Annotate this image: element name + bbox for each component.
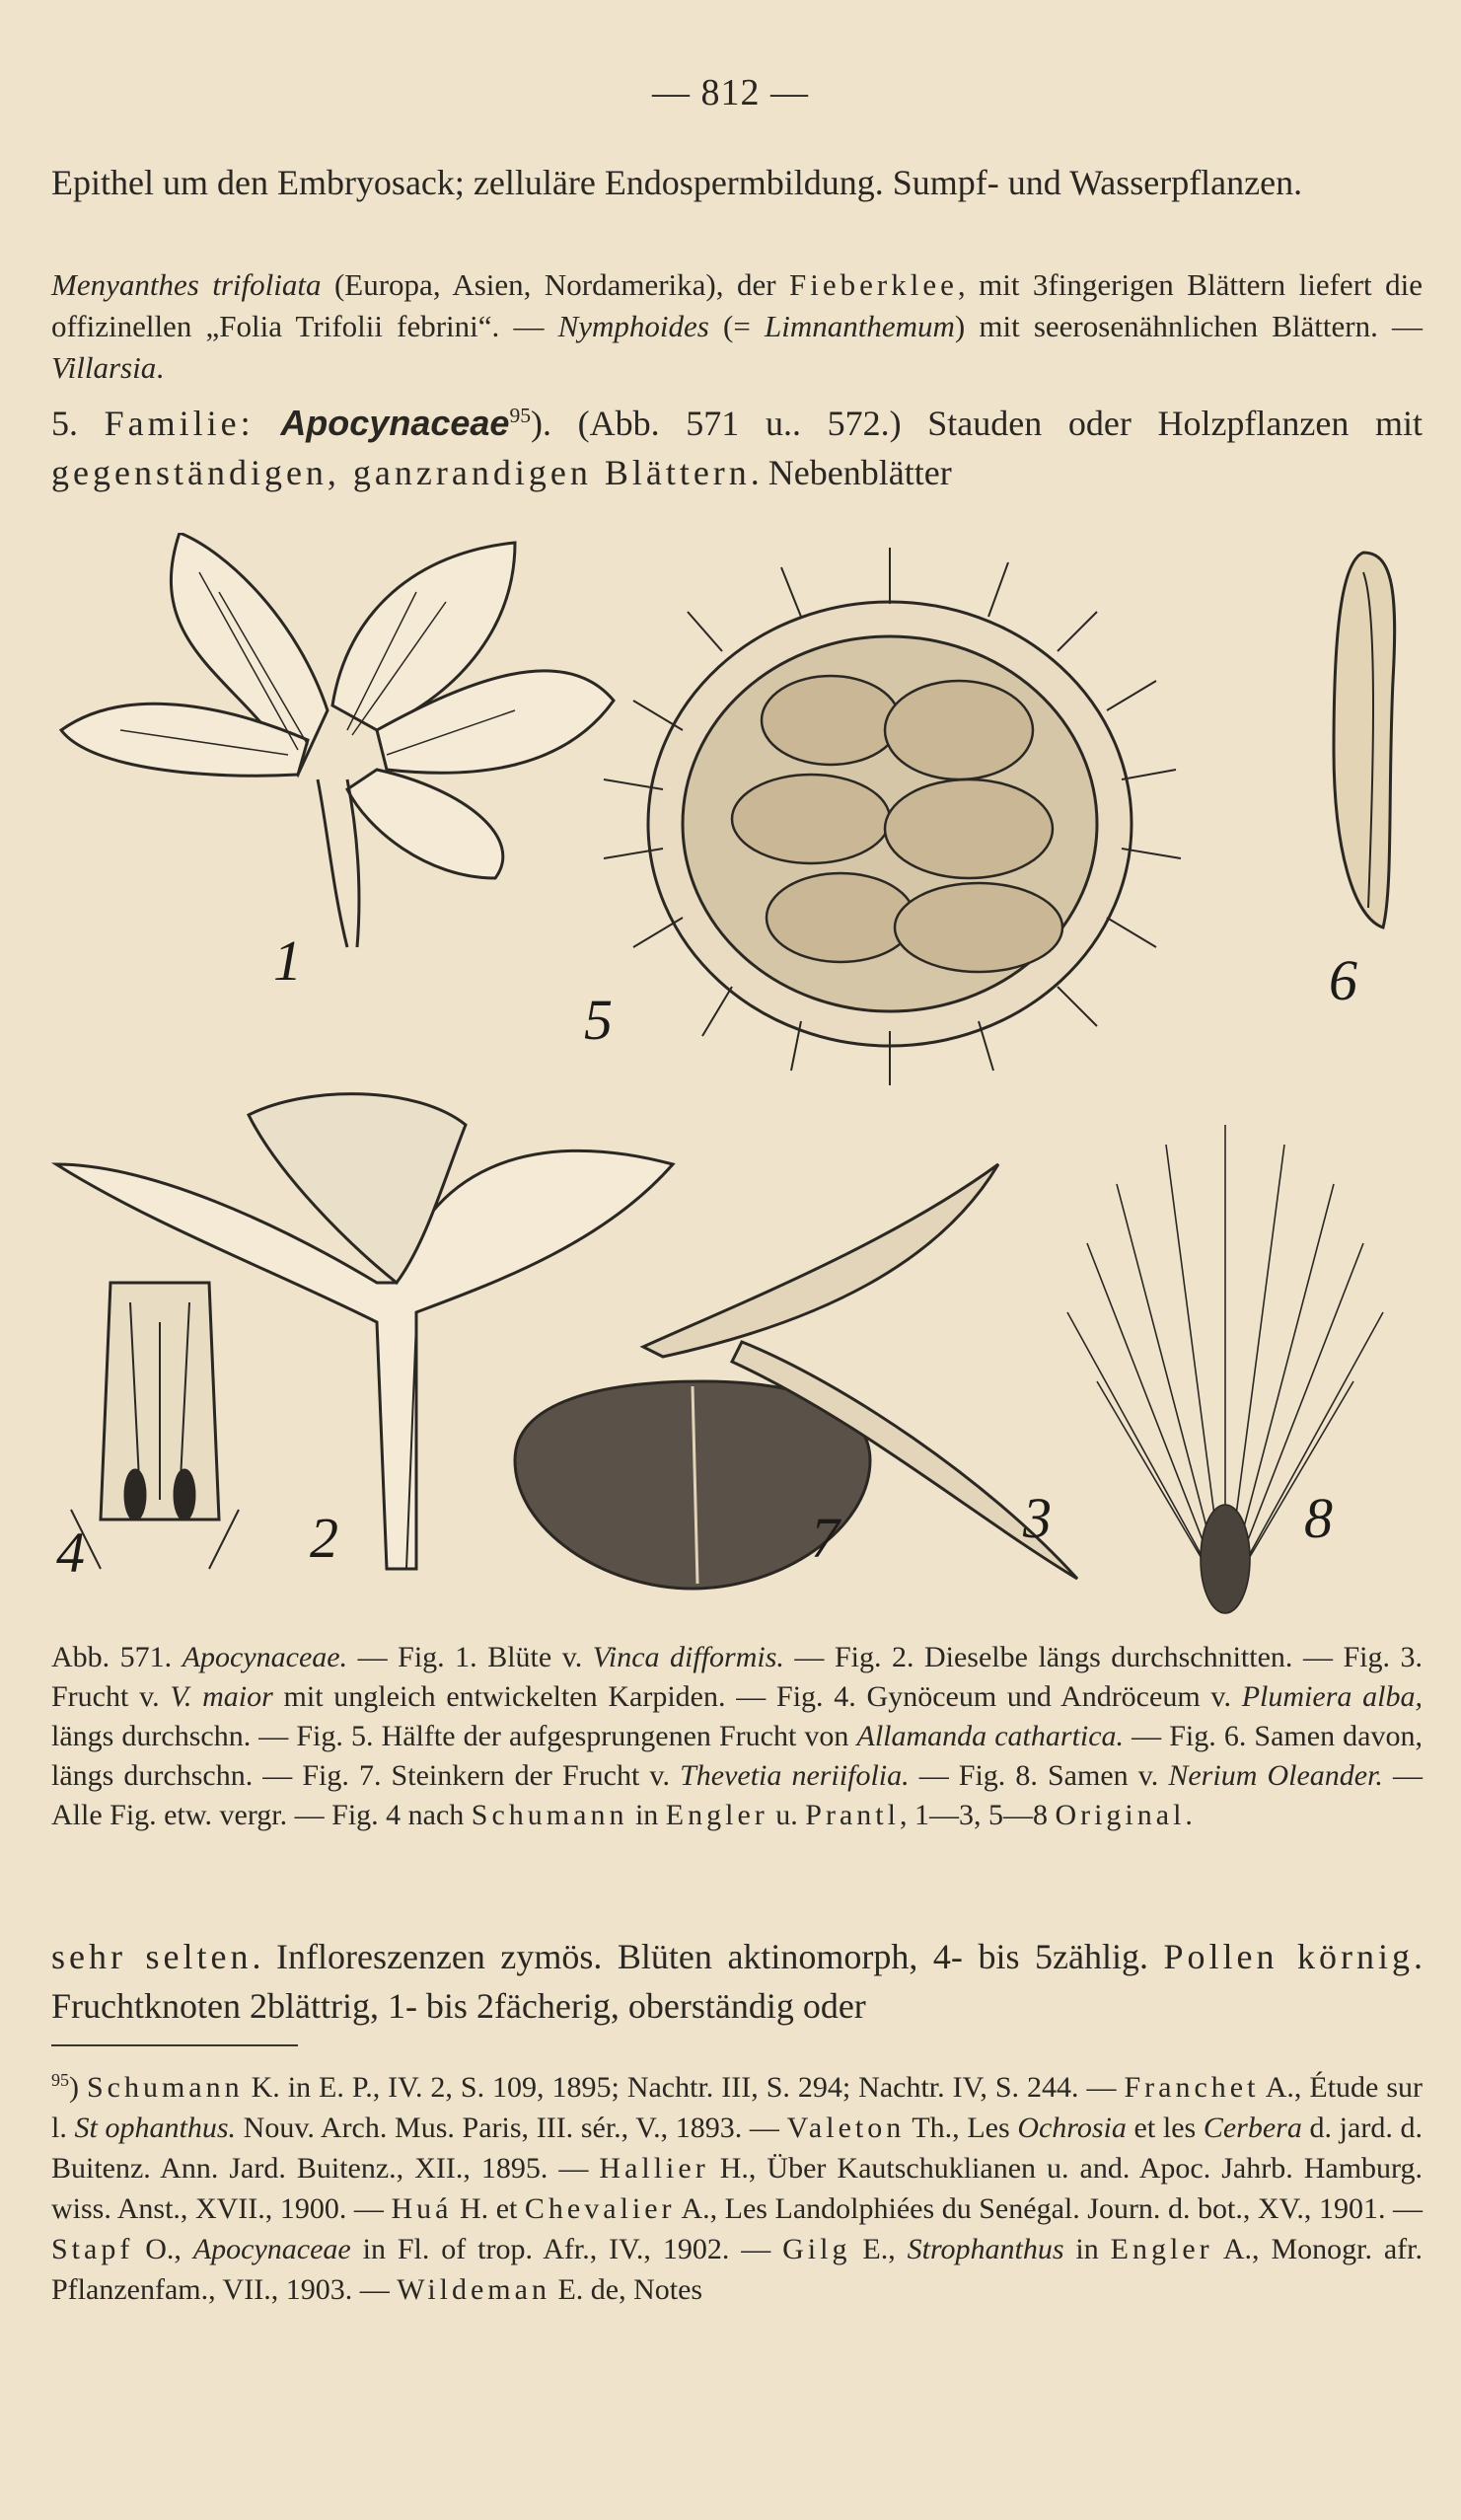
- text-span: . Fruchtknoten 2blättrig, 1- bis 2fächerig, oberständig oder: [51, 1937, 1424, 2026]
- text-span: . Nebenblätter: [750, 453, 952, 492]
- fig6-seed-section: [1334, 553, 1395, 927]
- italic-span: St ophanthus.: [74, 2112, 237, 2144]
- text-span: Nouv. Arch. Mus. Paris, III. sér., V., 1893. —: [236, 2112, 787, 2144]
- italic-span: Plumiera alba,: [1241, 1680, 1423, 1713]
- text-span: , mit 3fingerigen Blättern liefert die offizinellen „Folia Trifolii febrini“. —: [51, 267, 1423, 343]
- text-span: (=: [708, 309, 765, 343]
- fig-label-8: 8: [1304, 1486, 1333, 1550]
- genus-villarsia: Villarsia: [51, 350, 157, 385]
- text-span: Th., Les: [905, 2112, 1018, 2144]
- text-span: — Fig. 2. Dieselbe längs durchschnitten. — Fig. 3. Frucht v.: [51, 1641, 1423, 1713]
- name-fieberklee: Fieberklee: [789, 267, 958, 302]
- footnote-95: $^{95}$) Schumann K. in E. P., IV. 2, S. 109, 1895; Nachtr. III, S. 294; Nachtr. IV, S. 244. — Franchet A., Étude sur l. St ophanthus. Nouv. Arch. Mus. Paris, III. sér., V., 1893. — Valeton Th., Les Ochrosia et les Cerbera d. jard. d. Buitenz. Ann. Jard. Buitenz., XII., 1895. — Hallier H., Über Kautschuklianen u. and. Apoc. Jahrb. Hamburg. wiss. Anst., XVII., 1900. — Huá H. et Chevalier A., Les Landolphiées du Senégal. Journ. d. bot., XV., 1901. — Stapf O., Apocynaceae in Fl. of trop. Afr., IV., 1902. — Gilg E., Strophanthus in Engler A., Monogr. afr. Pflanzenfam., VII., 1903. — Wildeman E. de, Notes: [51, 2070, 1424, 2306]
- fig-label-1: 1: [273, 928, 302, 993]
- italic-span: Apocynaceae.: [182, 1641, 348, 1673]
- text-span: . Infloreszenzen zymös. Blüten aktinomorph, 4- bis 5zählig.: [252, 1937, 1164, 1976]
- fig4-gynoeceum: [71, 1283, 239, 1569]
- family-number: 5.: [51, 404, 105, 443]
- author-span: Huá: [391, 2192, 453, 2225]
- family-word: Familie:: [104, 404, 255, 443]
- botanical-illustration: [51, 533, 1423, 1628]
- text-span: — Fig. 6. Samen davon, längs durchschn. — Fig. 7. Steinkern der Frucht v.: [51, 1720, 1423, 1792]
- italic-span: V. maior: [170, 1680, 273, 1713]
- author-span: Valeton: [786, 2112, 906, 2144]
- text-span: A., Les Landolphiées du Senégal. Journ. d. bot., XV., 1901. —: [675, 2192, 1423, 2225]
- spaced-span: Prantl: [805, 1799, 900, 1831]
- author-span: Chevalier: [524, 2192, 676, 2225]
- paragraph-inflorescence: [51, 1932, 1423, 2031]
- italic-span: Thevetia neriifolia.: [680, 1759, 910, 1792]
- text-span: in: [1063, 2233, 1111, 2265]
- figure-caption: [51, 1638, 1423, 1835]
- italic-span: Vinca difformis.: [592, 1641, 784, 1673]
- italic-span: Nerium Oleander.: [1168, 1759, 1383, 1792]
- illustration-svg: [51, 533, 1423, 1628]
- text-span: mit ungleich entwickelten Karpiden. — Fig. 4. Gynöceum und Andröceum v.: [272, 1680, 1242, 1713]
- text-span: — Alle Fig. etw. vergr. — Fig. 4 nach: [51, 1759, 1424, 1831]
- paragraph-menyanthes: [51, 264, 1423, 389]
- text-span: — Fig. 1. Blüte v.: [347, 1641, 593, 1673]
- fig-label-5: 5: [584, 988, 613, 1052]
- spaced-span: Engler: [665, 1799, 768, 1831]
- page-number: — 812 —: [652, 72, 809, 113]
- fig-label-3: 3: [1023, 1486, 1052, 1550]
- italic-span: Strophanthus: [907, 2233, 1064, 2265]
- footnote-number: 95: [51, 2070, 69, 2090]
- text-span: (Europa, Asien, Nordamerika), der: [321, 267, 790, 302]
- text-span: u.: [767, 1799, 806, 1831]
- spaced-span: Original: [1055, 1799, 1186, 1831]
- paragraph-embryosack: Epithel um den Embryosack; zelluläre Endospermbildung. Sumpf- und Wasserpflanzen.: [51, 163, 1303, 202]
- italic-span: Ochrosia: [1017, 2112, 1127, 2144]
- italic-span: Allamanda cathartica.: [856, 1720, 1125, 1752]
- text-span: .: [156, 350, 164, 385]
- author-span: Schumann: [86, 2071, 244, 2104]
- text-span: — Fig. 8. Samen v.: [909, 1759, 1169, 1792]
- text-span: A., Étude sur l.: [51, 2071, 1424, 2144]
- fig-label-6: 6: [1329, 948, 1357, 1012]
- fig1-vinca-flower: [61, 533, 614, 947]
- author-span: Franchet: [1124, 2071, 1260, 2104]
- spaced-span: Pollen körnig: [1163, 1937, 1415, 1976]
- text-span: A., Monogr. afr. Pflanzenfam., VII., 1903. —: [51, 2233, 1424, 2306]
- text-span: et les: [1126, 2112, 1204, 2144]
- author-span: Engler: [1110, 2233, 1213, 2265]
- text-span: O.,: [133, 2233, 193, 2265]
- fig-label-7: 7: [811, 1506, 840, 1570]
- text-span: Abb. 571.: [51, 1641, 183, 1673]
- italic-span: Cerbera: [1203, 2112, 1302, 2144]
- genus-nymphoides: Nymphoides: [557, 309, 709, 343]
- text-span: E. de, Notes: [549, 2273, 703, 2306]
- spaced-text: gegenständigen, ganzrandigen Blättern: [51, 453, 751, 492]
- fig8-plumed-seed: [1067, 1125, 1383, 1613]
- fig-label-4: 4: [56, 1520, 85, 1585]
- text-span: E.,: [850, 2233, 908, 2265]
- text-span: K. in E. P., IV. 2, S. 109, 1895; Nachtr. III, S. 294; Nachtr. IV, S. 244. —: [243, 2071, 1125, 2104]
- text-span: d. jard. d. Buitenz. Ann. Jard. Buitenz., XII., 1895. —: [51, 2112, 1423, 2185]
- genus-limnanthemum: Limnanthemum: [764, 309, 955, 343]
- text-span: ) mit seerosenähnlichen Blättern. —: [954, 309, 1423, 343]
- fig5-allamanda-fruit: [604, 548, 1181, 1085]
- text-span: .: [1185, 1799, 1193, 1831]
- footnote-ref: 95: [509, 404, 532, 427]
- text-span: in Fl. of trop. Afr., IV., 1902. —: [350, 2233, 783, 2265]
- family-name: Apocynaceae: [280, 403, 510, 443]
- text-span: H., Über Kautschuklianen u. and. Apoc. Jahrb. Hamburg. wiss. Anst., XVII., 1900. —: [51, 2152, 1423, 2225]
- spaced-span: sehr selten: [51, 1937, 253, 1976]
- author-span: Gilg: [782, 2233, 851, 2265]
- fig-label-2: 2: [310, 1506, 338, 1570]
- text-span: ). (Abb. 571 u.. 572.) Stauden oder Holzpflanzen mit: [531, 404, 1424, 443]
- footnote-rule: [51, 2044, 298, 2046]
- italic-span: Apocynaceae: [192, 2233, 351, 2265]
- text-span: H. et: [452, 2192, 525, 2225]
- text-span: längs durchschn. — Fig. 5. Hälfte der aufgesprungenen Frucht von: [51, 1720, 857, 1752]
- author-span: Hallier: [599, 2152, 709, 2185]
- text-span: , 1—3, 5—8: [899, 1799, 1056, 1831]
- genus-menyanthes: Menyanthes trifoliata: [51, 267, 322, 302]
- author-span: Wildeman: [397, 2273, 550, 2306]
- author-span: Stapf: [51, 2233, 134, 2265]
- paragraph-apocynaceae: [51, 399, 1423, 497]
- text-span: in: [627, 1799, 666, 1831]
- spaced-span: Schumann: [471, 1799, 628, 1831]
